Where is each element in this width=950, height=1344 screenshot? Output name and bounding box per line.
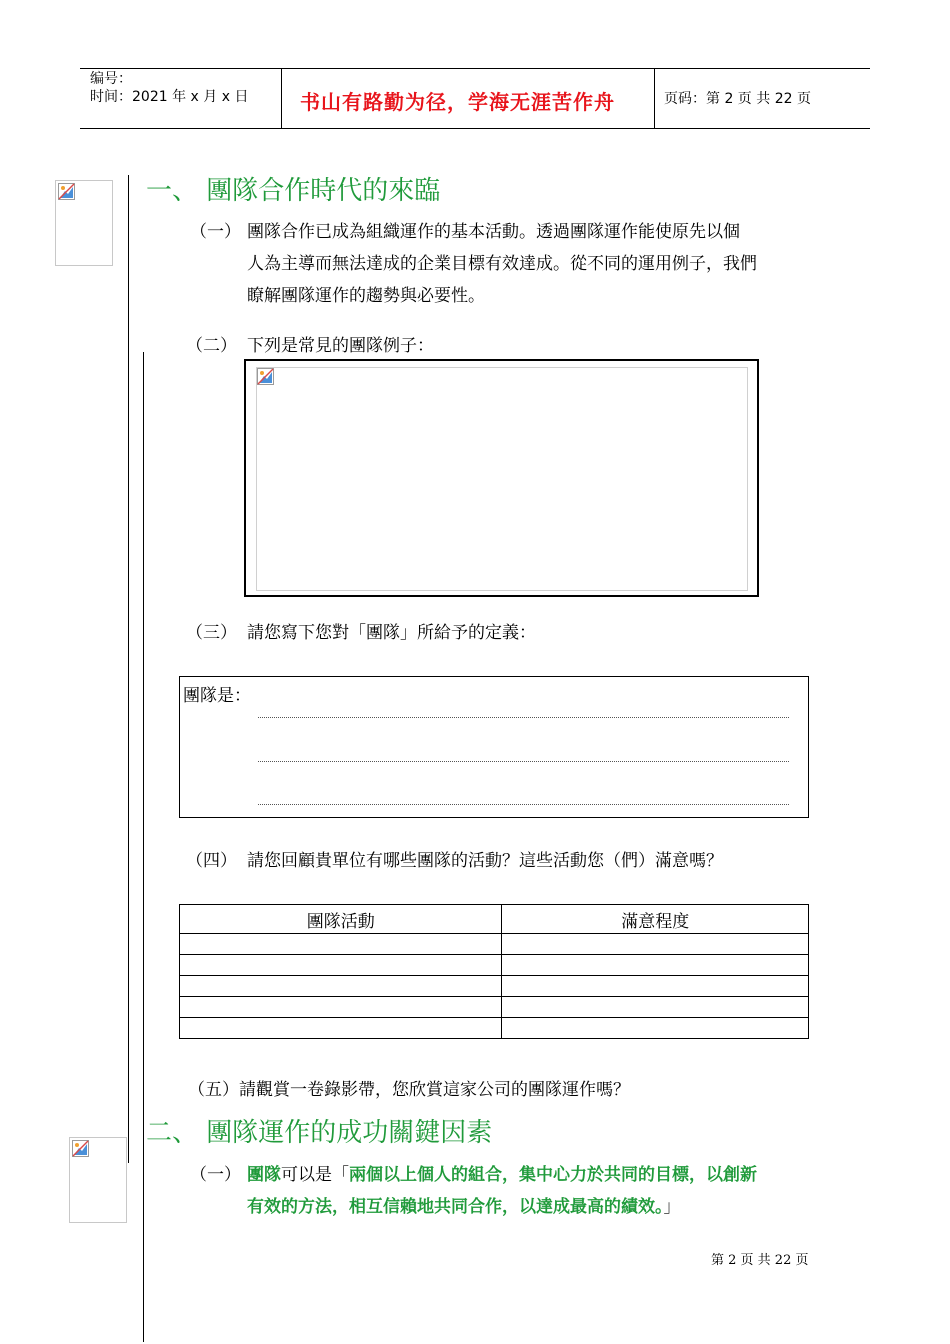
table-cell[interactable] (180, 1018, 502, 1039)
item-1-marker: （一） (190, 222, 241, 242)
table-cell[interactable] (502, 976, 809, 997)
item-3-marker: （三） (186, 623, 237, 643)
section-2-title: 二、 團隊運作的成功關鍵因素 (146, 1118, 493, 1148)
term: 團隊 (247, 1165, 281, 1185)
definition-label: 團隊是： (183, 686, 251, 706)
item-2-marker: （二） (186, 336, 237, 356)
item-5-text: （五）請觀賞一卷錄影帶，您欣賞這家公司的團隊運作嗎？ (188, 1080, 630, 1100)
section-2-item-1-text (247, 1159, 817, 1223)
doc-date-label: 时间：2021 年 x 月 x 日 (90, 89, 249, 105)
table-row (180, 1018, 809, 1039)
broken-image-icon (58, 183, 75, 200)
table-cell[interactable] (502, 955, 809, 976)
table-cell[interactable] (502, 997, 809, 1018)
margin-rule (128, 175, 129, 1163)
table-cell[interactable] (180, 997, 502, 1018)
definition-line (247, 1159, 817, 1191)
definition-text: 兩個以上個人的組合，集中心力於共同的目標，以創新 (349, 1165, 757, 1185)
table-row (180, 997, 809, 1018)
header-motto: 书山有路勤为径，学海无涯苦作舟 (300, 90, 615, 114)
table-cell[interactable] (502, 934, 809, 955)
table-row (180, 934, 809, 955)
definition-line (247, 1191, 817, 1223)
section-1-title: 一、 團隊合作時代的來臨 (146, 176, 441, 206)
quote-close: 」 (663, 1197, 681, 1217)
definition-box[interactable] (179, 676, 809, 818)
table-cell[interactable] (180, 955, 502, 976)
header-top-rule (80, 68, 870, 69)
team-activity-table (179, 904, 809, 1039)
header-page-label: 页码：第 2 页 共 22 页 (664, 91, 811, 107)
item-1-text (247, 216, 757, 312)
item-3-text: 請您寫下您對「團隊」所給予的定義： (247, 623, 536, 643)
answer-line[interactable] (258, 761, 789, 762)
image-placeholder (55, 180, 113, 266)
broken-image-icon (72, 1140, 89, 1157)
answer-line[interactable] (258, 717, 789, 718)
table-row (180, 976, 809, 997)
item-2-text: 下列是常見的團隊例子： (247, 336, 434, 356)
column-header: 團隊活動 (180, 905, 502, 934)
footer-page-number: 第 2 页 共 22 页 (711, 1253, 809, 1268)
item-1-line: 瞭解團隊運作的趨勢與必要性。 (247, 286, 485, 306)
doc-number-label: 编号： (90, 71, 132, 87)
section-2-item-1-marker: （一） (190, 1165, 241, 1185)
item-4-text: 請您回顧貴單位有哪些團隊的活動？這些活動您（們）滿意嗎？ (247, 851, 723, 871)
margin-rule (143, 352, 144, 1342)
answer-line[interactable] (258, 804, 789, 805)
table-row (180, 955, 809, 976)
broken-image-icon (257, 368, 274, 385)
item-4-marker: （四） (186, 851, 237, 871)
header-divider (654, 68, 655, 129)
table-header-row (180, 905, 809, 934)
definition-text: 有效的方法，相互信賴地共同合作，以達成最高的績效。 (247, 1197, 664, 1217)
item-1-line: 人為主導而無法達成的企業目標有效達成。從不同的運用例子，我們 (247, 254, 757, 274)
table-cell[interactable] (180, 934, 502, 955)
quote-open: 可以是「 (281, 1165, 349, 1185)
header-bottom-rule (80, 128, 870, 129)
image-placeholder (256, 367, 748, 591)
header-divider (281, 68, 282, 129)
column-header: 滿意程度 (502, 905, 809, 934)
table-cell[interactable] (502, 1018, 809, 1039)
image-placeholder (69, 1137, 127, 1223)
table-cell[interactable] (180, 976, 502, 997)
team-examples-image-frame (244, 359, 759, 597)
item-1-line: 團隊合作已成為組織運作的基本活動。透過團隊運作能使原先以個 (247, 222, 740, 242)
